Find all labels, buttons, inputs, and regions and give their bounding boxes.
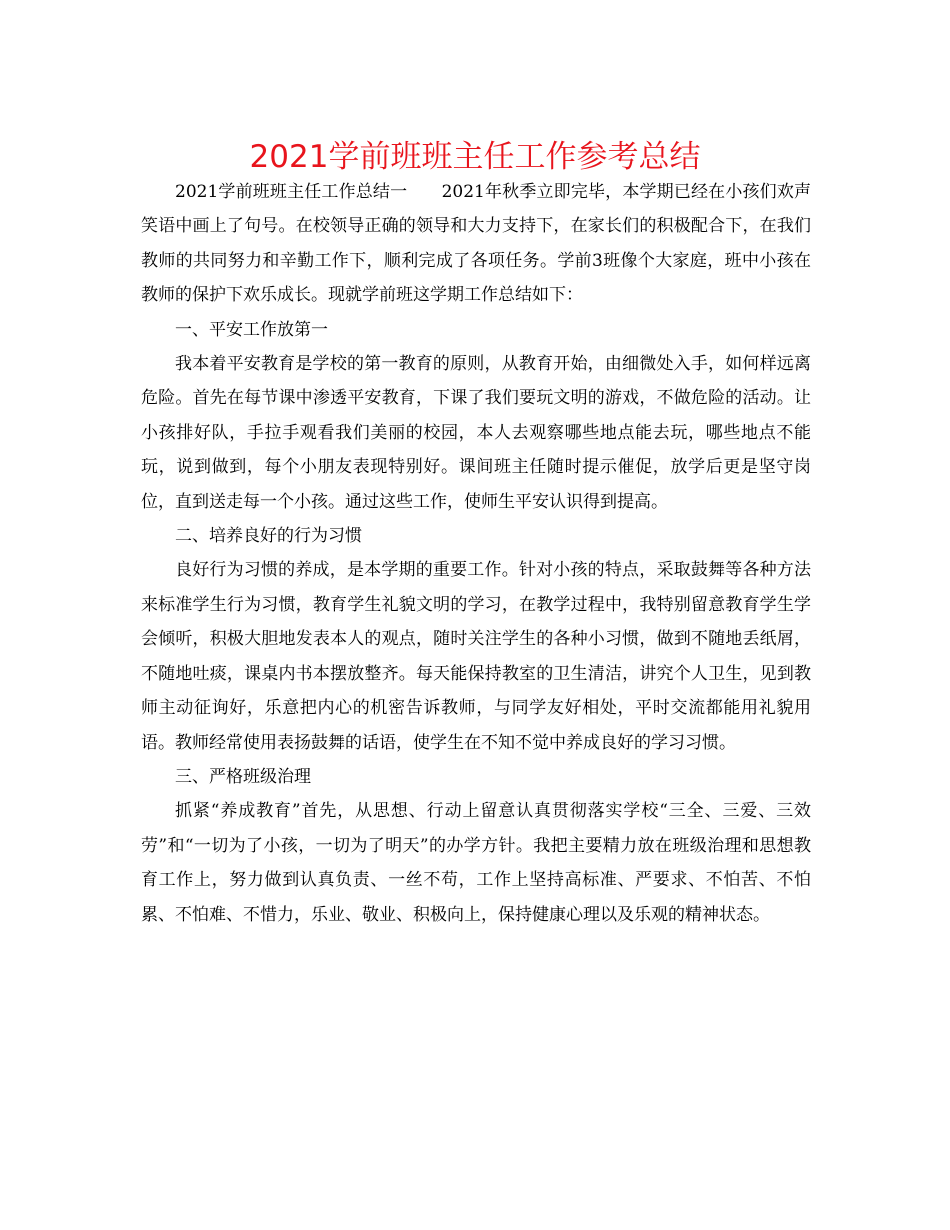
paragraph-safety: 我本着平安教育是学校的第一教育的原则，从教育开始，由细微处入手，如何样远离危险。首先在每节课中渗透平安教育，下课了我们要玩文明的游戏，不做危险的活动。让小孩排好队，手拉手观看我们美丽的校园，本人去观察哪些地点能去玩，哪些地点不能玩，说到做到，每个小朋友表现特别好。课间班主任随时提示催促，放学后更是坚守岗位，直到送走每一个小孩。通过这些工作，使师生平安认识得到提高。 [141,354,811,512]
section-heading-management: 三、严格班级治理 [175,766,311,787]
document-title: 2021学前班班主任工作参考总结 [249,139,701,175]
paragraph-management: 抓紧“养成教育”首先，从思想、行动上留意认真贯彻落实学校“三全、三爱、三效劳”和“一切为了小孩，一切为了明天”的办学方针。我把主要精力放在班级治理和思想教育工作上，努力做到认真负责、一丝不苟，工作上坚持高标准、严要求、不怕苦、不怕累、不怕难、不惜力，乐业、敬业、积极向上，保持健康心理以及乐观的精神状态。 [141,801,811,925]
paragraph-habits: 良好行为习惯的养成，是本学期的重要工作。针对小孩的特点，采取鼓舞等各种方法来标准学生行为习惯，教育学生礼貌文明的学习，在教学过程中，我特别留意教育学生学会倾听，积极大胆地发表本人的观点，随时关注学生的各种小习惯，做到不随地丢纸屑，不随地吐痰，课桌内书本摆放整齐。每天能保持教室的卫生清洁，讲究个人卫生，见到教师主动征询好，乐意把内心的机密告诉教师，与同学友好相处，平时交流都能用礼貌用语。教师经常使用表扬鼓舞的话语，使学生在不知不觉中养成良好的学习习惯。 [141,560,811,753]
section-heading-habits: 二、培养良好的行为习惯 [175,526,362,547]
section-heading-safety: 一、平安工作放第一 [175,319,328,340]
document-body [141,175,811,932]
paragraph-intro: 2021学前班班主任工作总结一 2021年秋季立即完毕，本学期已经在小孩们欢声笑语中画上了句号。在校领导正确的领导和大力支持下，在家长们的积极配合下，在我们教师的共同努力和辛勤工作下，顺利完成了各项任务。学前3班像个大家庭，班中小孩在教师的保护下欢乐成长。现就学前班这学期工作总结如下： [141,182,811,306]
